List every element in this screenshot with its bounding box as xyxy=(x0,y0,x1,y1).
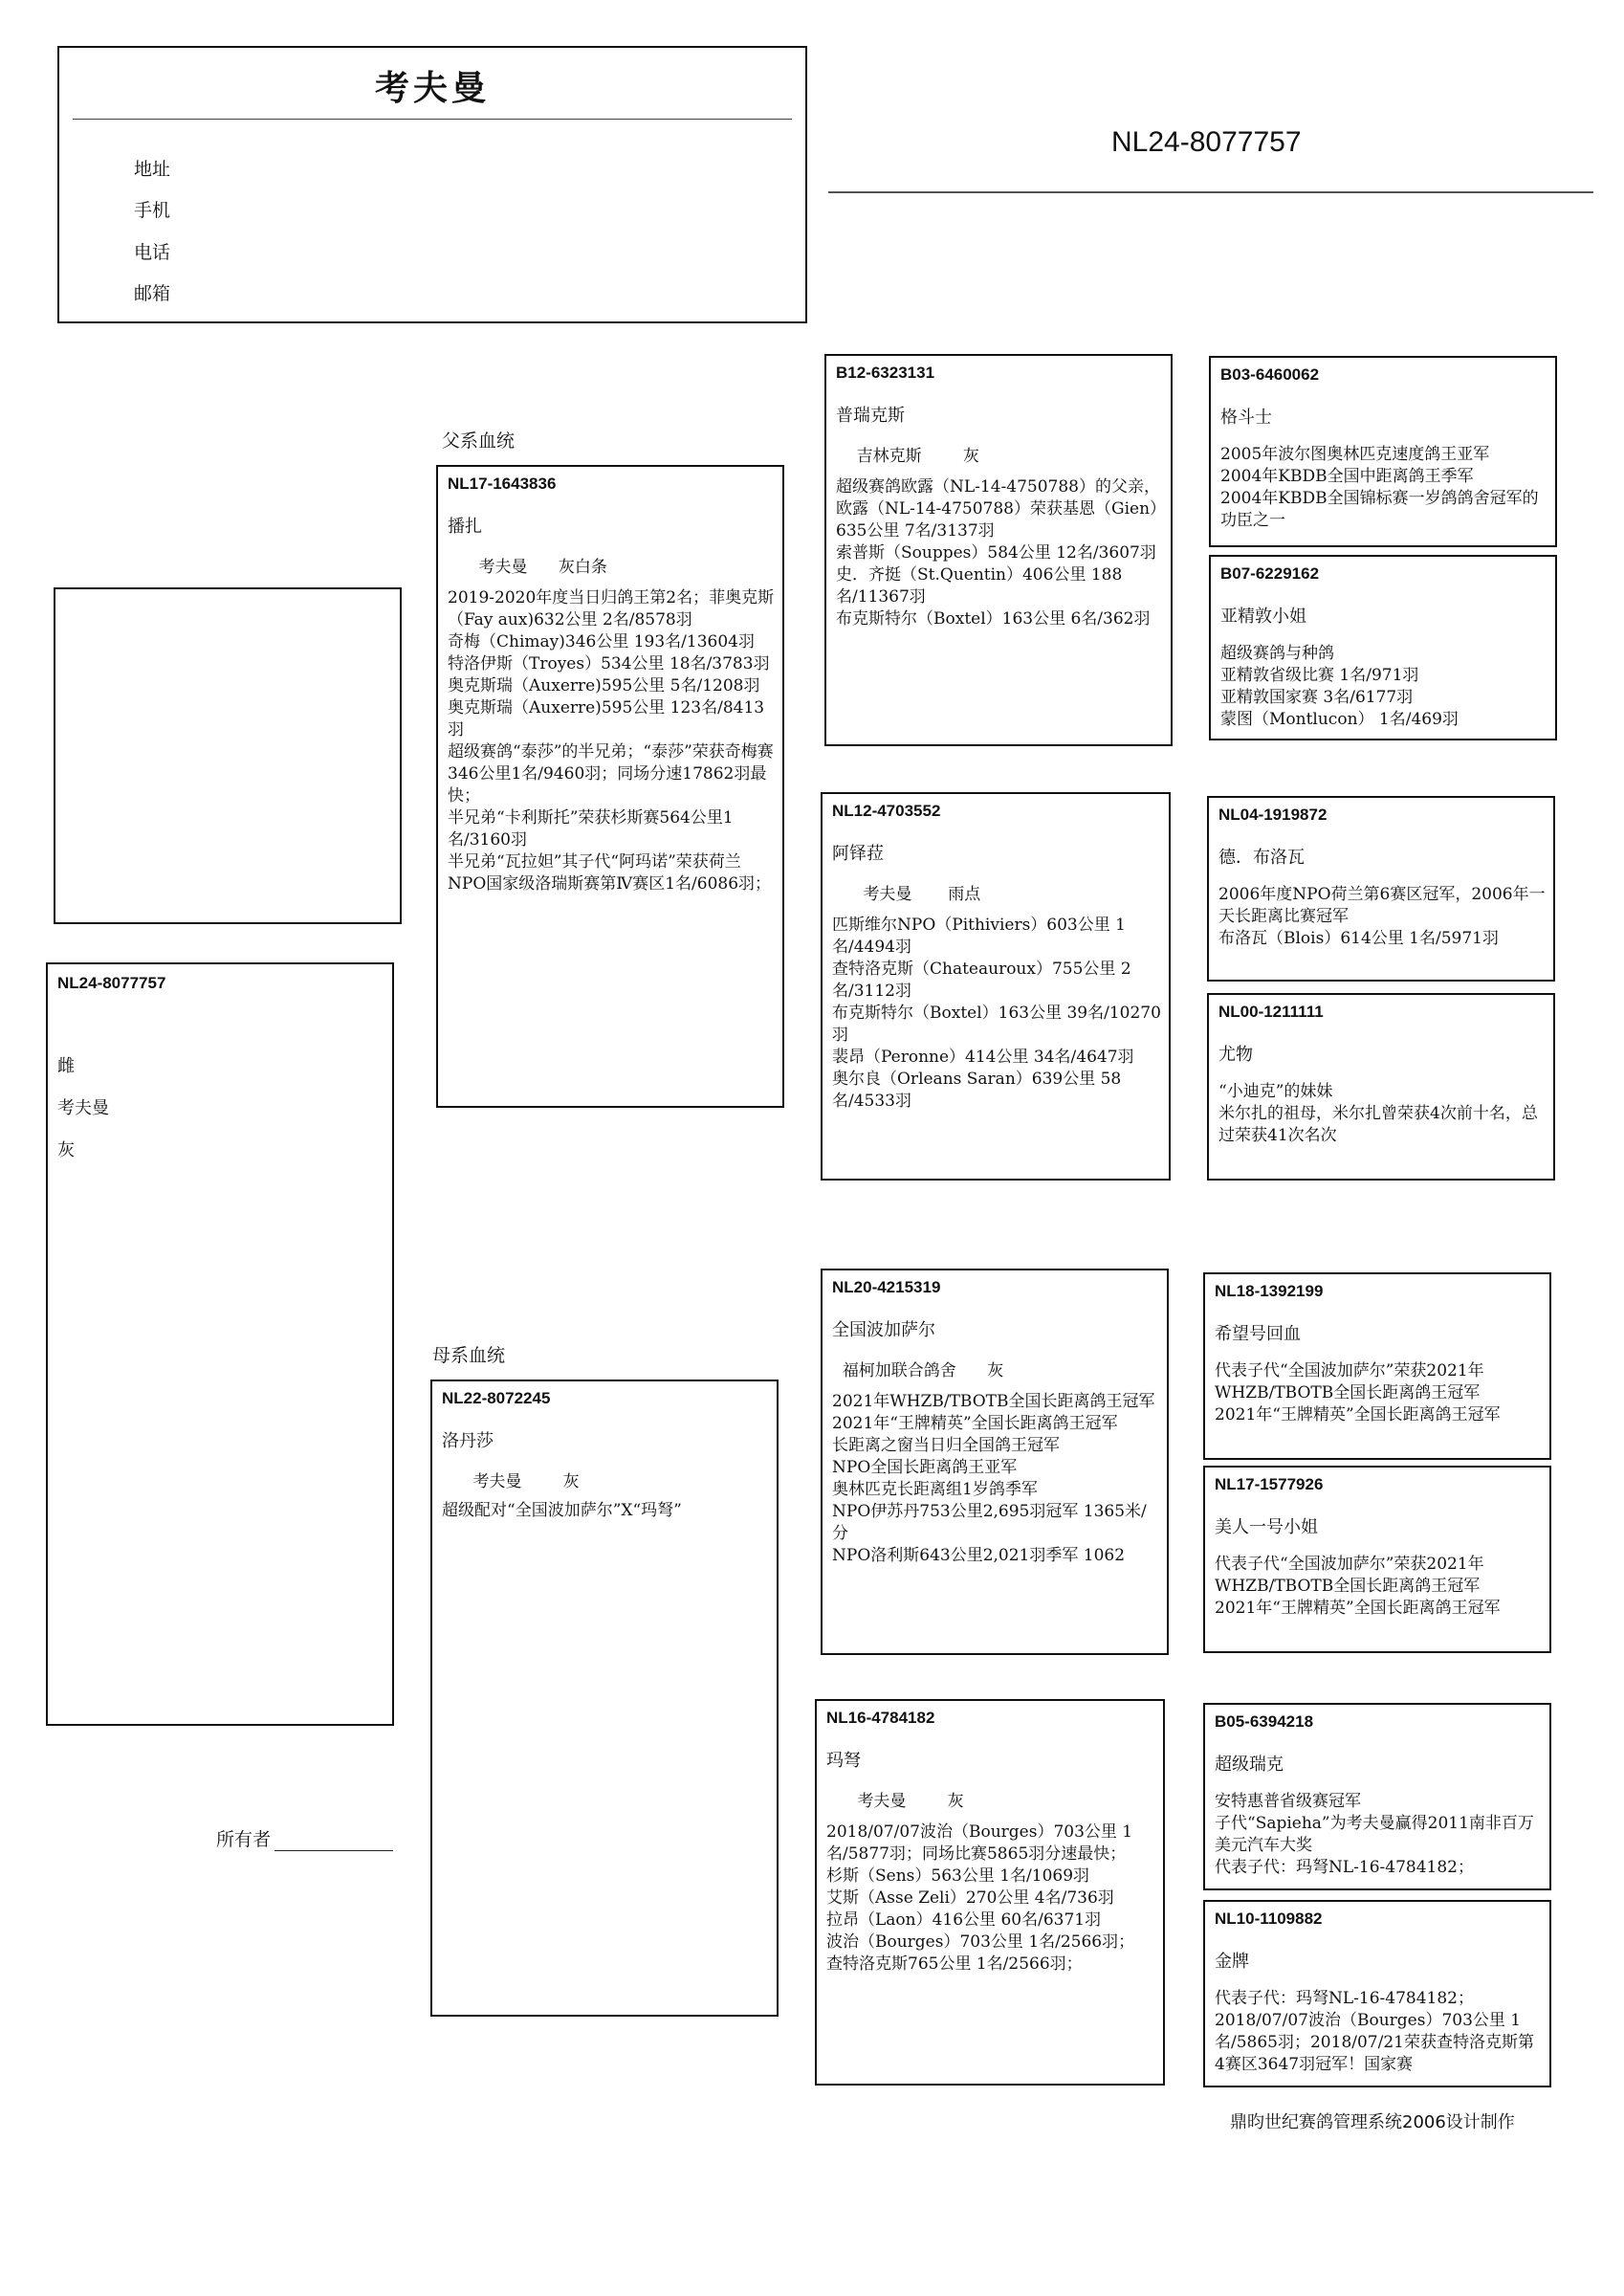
dsd-name: 美人一号小姐 xyxy=(1215,1517,1318,1537)
ss-description xyxy=(836,476,1163,630)
sss-description xyxy=(1220,444,1547,532)
dss-ring: NL18-1392199 xyxy=(1215,1282,1324,1300)
desc-line: 2004年KBDB全国中距离鸽王季军 xyxy=(1220,467,1474,486)
desc-line: 布克斯特尔（Boxtel）163公里 39名/10270羽 xyxy=(832,1004,1161,1045)
sds-ring: NL04-1919872 xyxy=(1218,806,1328,824)
dss-card xyxy=(1203,1272,1551,1460)
owner-signature-line xyxy=(274,1833,393,1851)
desc-line: 2018/07/07波治（Bourges）703公里 1名/5877羽；同场比赛5865羽分速最快； xyxy=(826,1822,1133,1864)
desc-line: 长距离之窗当日归全国鸽王冠军 xyxy=(832,1436,1060,1455)
dsd-ring: NL17-1577926 xyxy=(1215,1475,1324,1493)
desc-line: 布克斯特尔（Boxtel）163公里 6名/362羽 xyxy=(836,609,1151,629)
sdd-ring: NL00-1211111 xyxy=(1218,1003,1324,1021)
desc-line: “小迪克”的妹妹 xyxy=(1218,1082,1333,1101)
sds-card xyxy=(1207,796,1555,982)
sds-description xyxy=(1218,884,1546,950)
desc-line: 超级配对“全国波加萨尔”X“玛弩” xyxy=(442,1501,682,1520)
desc-line: 2021年“王牌精英”全国长距离鸽王冠军 xyxy=(1215,1405,1501,1424)
ddd-ring: NL10-1109882 xyxy=(1215,1910,1323,1928)
desc-line: 匹斯维尔NPO（Pithiviers）603公里 1名/4494羽 xyxy=(832,916,1126,957)
sire-description xyxy=(448,587,775,895)
desc-line: 半兄弟“卡利斯托”荣获杉斯赛564公里1名/3160羽 xyxy=(448,808,734,850)
dd-breeder-color xyxy=(826,1787,964,1811)
dds-ring: B05-6394218 xyxy=(1215,1712,1314,1731)
ds-description xyxy=(832,1391,1159,1567)
ddd-description xyxy=(1215,1988,1542,2076)
desc-line: 超级赛鸽与种鸽 xyxy=(1220,644,1334,663)
dam-color: 灰 xyxy=(562,1472,580,1491)
sire-dam-card xyxy=(821,792,1171,1181)
desc-line: 奥克斯瑞（Auxerre)595公里 123名/8413羽 xyxy=(448,698,765,740)
desc-line: 奥克斯瑞（Auxerre)595公里 5名/1208羽 xyxy=(448,676,760,695)
sire-card xyxy=(436,465,784,1108)
dd-color: 灰 xyxy=(947,1792,964,1811)
sire-sire-card xyxy=(824,354,1173,746)
desc-line: 杉斯（Sens）563公里 1名/1069羽 xyxy=(826,1866,1090,1886)
owner-label: 所有者 xyxy=(216,1829,272,1850)
desc-line: 拉昂（Laon）416公里 60名/6371羽 xyxy=(826,1910,1102,1930)
dss-name: 希望号回血 xyxy=(1215,1324,1301,1344)
phone-label: 电话 xyxy=(134,242,171,263)
sd-breeder: 考夫曼 xyxy=(863,885,912,904)
desc-line: 2006年度NPO荷兰第6赛区冠军，2006年一天长距离比赛冠军 xyxy=(1218,885,1546,926)
subject-breeder: 考夫曼 xyxy=(57,1098,109,1118)
sd-color: 雨点 xyxy=(948,885,981,904)
dam-card xyxy=(430,1380,779,2017)
sdd-name: 尤物 xyxy=(1218,1045,1253,1065)
ddd-name: 金牌 xyxy=(1215,1952,1249,1972)
desc-line: 2021年WHZB/TBOTB全国长距离鸽王冠军 xyxy=(832,1392,1155,1411)
desc-line: 2019-2020年度当日归鸽王第2名；菲奥克斯（Fay aux)632公里 2名/8578羽 xyxy=(448,588,775,629)
desc-line: 2021年“王牌精英”全国长距离鸽王冠军 xyxy=(1215,1599,1501,1618)
desc-line: 查特洛克斯765公里 1名/2566羽； xyxy=(826,1954,1083,1974)
ds-color: 灰 xyxy=(987,1361,1004,1380)
dam-sire-card xyxy=(821,1269,1169,1655)
desc-line: NPO伊苏丹753公里2,695羽冠军 1365米/分 xyxy=(832,1502,1147,1543)
desc-line: NPO全国长距离鸽王亚军 xyxy=(832,1458,1018,1477)
ds-breeder: 福柯加联合鸽舍 xyxy=(842,1361,956,1380)
header-ring-divider xyxy=(828,191,1593,193)
ss-breeder-color xyxy=(836,442,979,466)
ss-name: 普瑞克斯 xyxy=(836,406,905,426)
footer-credit: 鼎昀世纪赛鸽管理系统2006设计制作 xyxy=(1230,2112,1515,2132)
dsd-description xyxy=(1215,1554,1542,1620)
dds-description xyxy=(1215,1791,1542,1879)
dd-name: 玛弩 xyxy=(826,1751,861,1771)
sire-breeder-color xyxy=(448,553,607,577)
ssd-ring: B07-6229162 xyxy=(1220,564,1320,583)
desc-line: 欧露（NL-14-4750788）荣获基恩（Gien）635公里 7名/3137羽 xyxy=(836,499,1158,541)
dam-ring: NL22-8072245 xyxy=(442,1389,551,1407)
desc-line: 奥林匹克长距离组1岁鸽季军 xyxy=(832,1480,1038,1499)
ds-ring: NL20-4215319 xyxy=(832,1278,941,1296)
owner-field xyxy=(216,1825,393,1851)
sire-name: 播扎 xyxy=(448,517,482,537)
dam-name: 洛丹莎 xyxy=(442,1431,494,1451)
desc-line: 亚精敦省级比赛 1名/971羽 xyxy=(1220,666,1419,685)
sire-ring: NL17-1643836 xyxy=(448,475,557,493)
dam-dam-card xyxy=(815,1699,1165,2086)
dam-breeder-color xyxy=(442,1468,580,1491)
desc-line: 2005年波尔图奥林匹克速度鸽王亚军 xyxy=(1220,445,1490,464)
sd-description xyxy=(832,915,1161,1113)
desc-line: 艾斯（Asse Zeli）270公里 4名/736羽 xyxy=(826,1888,1114,1908)
ssd-card xyxy=(1209,555,1557,740)
desc-line: 代表子代：玛弩NL-16-4784182； xyxy=(1215,1858,1474,1877)
header-divider xyxy=(73,119,792,120)
sd-breeder-color xyxy=(832,880,980,904)
desc-line: 奥尔良（Orleans Saran）639公里 58名/4533羽 xyxy=(832,1070,1122,1111)
ssd-name: 亚精敦小姐 xyxy=(1220,607,1306,627)
desc-line: 超级赛鸽欧露（NL-14-4750788）的父亲， xyxy=(836,477,1160,497)
sire-color: 灰白条 xyxy=(558,558,607,577)
dds-name: 超级瑞克 xyxy=(1215,1755,1284,1775)
dd-description xyxy=(826,1821,1155,1976)
sdd-description xyxy=(1218,1081,1546,1147)
desc-line: 代表子代“全国波加萨尔”荣获2021年WHZB/TBOTB全国长距离鸽王冠军 xyxy=(1215,1361,1484,1402)
ds-breeder-color xyxy=(832,1357,1003,1380)
mobile-label: 手机 xyxy=(134,200,171,221)
desc-line: 史．齐挺（St.Quentin）406公里 188名/11367羽 xyxy=(836,565,1123,607)
dam-description xyxy=(442,1500,769,1522)
desc-line: 米尔扎的祖母，米尔扎曾荣获4次前十名，总过荣获41次名次 xyxy=(1218,1104,1538,1145)
dam-line-label: 母系血统 xyxy=(432,1345,506,1366)
desc-line: 查特洛克斯（Chateauroux）755公里 2名/3112羽 xyxy=(832,960,1131,1001)
desc-line: 代表子代“全国波加萨尔”荣获2021年WHZB/TBOTB全国长距离鸽王冠军 xyxy=(1215,1555,1484,1596)
sire-line-label: 父系血统 xyxy=(442,430,516,452)
desc-line: 2004年KBDB全国锦标赛一岁鸽鸽舍冠军的功臣之一 xyxy=(1220,489,1539,530)
desc-line: 超级赛鸽“泰莎”的半兄弟；“泰莎”荣获奇梅赛346公里1名/9460羽；同场分速17862羽最快； xyxy=(448,742,774,806)
desc-line: 安特惠普省级赛冠军 xyxy=(1215,1792,1361,1811)
desc-line: 子代“Sapieha”为考夫曼赢得2011南非百万美元汽车大奖 xyxy=(1215,1814,1534,1855)
desc-line: 裴昂（Peronne）414公里 34名/4647羽 xyxy=(832,1048,1134,1067)
desc-line: 半兄弟“瓦拉妲”其子代“阿玛诺”荣获荷兰NPO国家级洛瑞斯赛第Ⅳ赛区1名/6086羽； xyxy=(448,852,772,894)
dds-card xyxy=(1203,1703,1551,1890)
subject-color: 灰 xyxy=(57,1140,75,1160)
desc-line: 特洛伊斯（Troyes）534公里 18名/3783羽 xyxy=(448,654,770,673)
dss-description xyxy=(1215,1360,1542,1426)
dsd-card xyxy=(1203,1466,1551,1653)
ss-ring: B12-6323131 xyxy=(836,364,935,382)
desc-line: NPO洛利斯643公里2,021羽季军 1062 xyxy=(832,1546,1126,1565)
address-label: 地址 xyxy=(134,159,171,180)
loft-title: 考夫曼 xyxy=(374,69,490,108)
desc-line: 代表子代：玛弩NL-16-4784182； xyxy=(1215,1989,1474,2008)
desc-line: 波治（Bourges）703公里 1名/2566羽； xyxy=(826,1932,1135,1952)
ds-name: 全国波加萨尔 xyxy=(832,1320,935,1340)
desc-line: 2021年“王牌精英”全国长距离鸽王冠军 xyxy=(832,1414,1118,1433)
subject-ring: NL24-8077757 xyxy=(57,974,166,992)
dd-breeder: 考夫曼 xyxy=(857,1792,907,1811)
dd-ring: NL16-4784182 xyxy=(826,1709,935,1727)
ss-color: 灰 xyxy=(962,447,979,466)
owner-header-box xyxy=(57,46,807,323)
ss-breeder: 吉林克斯 xyxy=(856,447,922,466)
ddd-card xyxy=(1203,1900,1551,2087)
desc-line: 布洛瓦（Blois）614公里 1名/5971羽 xyxy=(1218,929,1499,948)
sire-breeder: 考夫曼 xyxy=(478,558,528,577)
desc-line: 蒙图（Montlucon） 1名/469羽 xyxy=(1220,710,1459,729)
desc-line: 奇梅（Chimay)346公里 193名/13604羽 xyxy=(448,632,755,651)
subject-card xyxy=(46,962,394,1726)
sdd-card xyxy=(1207,993,1555,1181)
desc-line: 索普斯（Souppes）584公里 12名/3607羽 xyxy=(836,543,1156,563)
header-ring-number: NL24-8077757 xyxy=(1111,126,1302,158)
desc-line: 亚精敦国家赛 3名/6177羽 xyxy=(1220,688,1414,707)
ssd-description xyxy=(1220,643,1547,731)
sds-name: 德．布洛瓦 xyxy=(1218,848,1305,868)
desc-line: 2018/07/07波治（Bourges）703公里 1名/5865羽；2018/07/21荣获查特洛克斯第4赛区3647羽冠军！国家赛 xyxy=(1215,2011,1534,2074)
sss-ring: B03-6460062 xyxy=(1220,365,1320,384)
sss-name: 格斗士 xyxy=(1220,408,1272,428)
email-label: 邮箱 xyxy=(134,283,171,304)
photo-box xyxy=(54,587,402,924)
sd-name: 阿铎菈 xyxy=(832,844,884,864)
subject-sex: 雌 xyxy=(57,1056,75,1076)
dam-breeder: 考夫曼 xyxy=(472,1472,522,1491)
sd-ring: NL12-4703552 xyxy=(832,802,941,820)
sss-card xyxy=(1209,356,1557,547)
